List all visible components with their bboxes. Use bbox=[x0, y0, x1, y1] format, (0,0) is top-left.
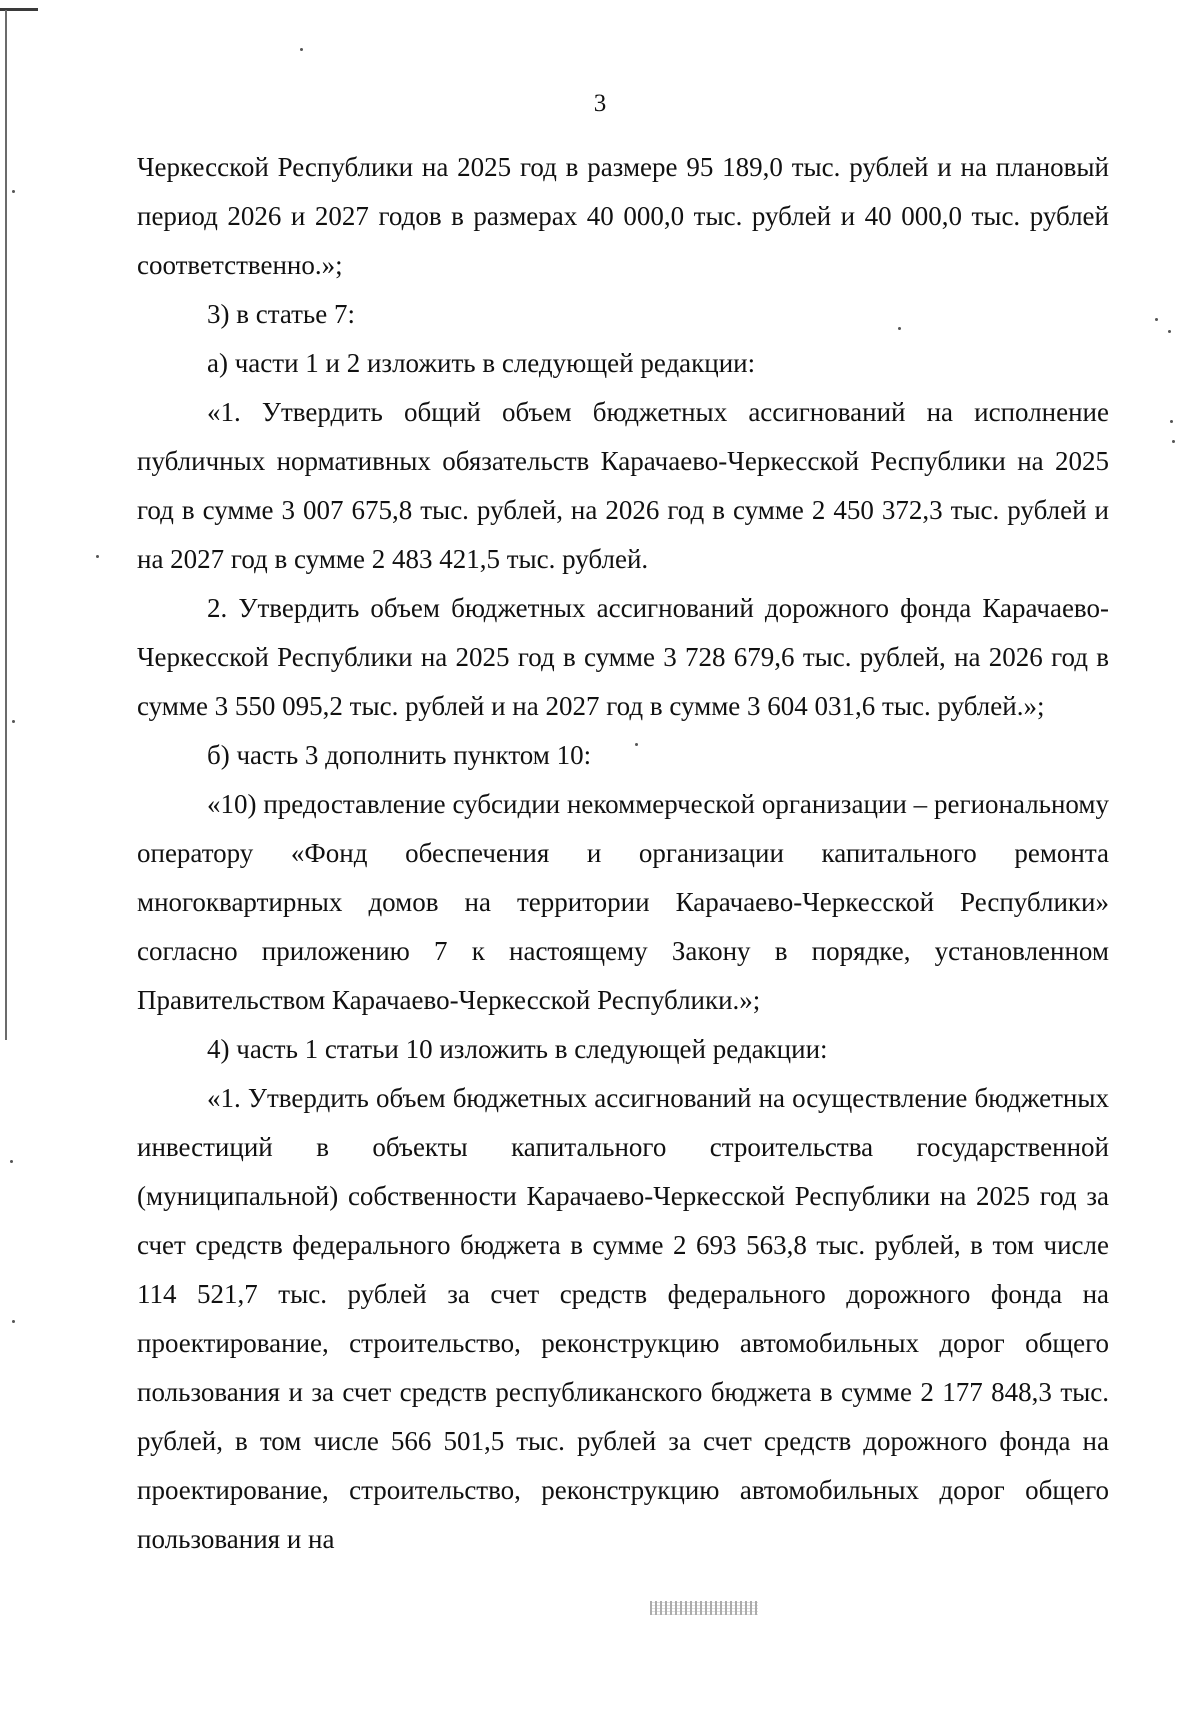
scan-speck bbox=[96, 555, 99, 558]
paragraph-subsidy-point-10: «10) предоставление субсидии некоммерческой организации – региональному оператору «Фонд обеспечения и организации капитального ремонта многоквартирных домов на территории Карачаево-Черкесской Республики» согласно приложению 7 к настоящему Закону в порядке, установленном Правительством Карачаево-Черкесской Республики.»; bbox=[137, 789, 1109, 1015]
scan-speck bbox=[12, 720, 15, 723]
paragraph-public-obligations: «1. Утвердить общий объем бюджетных ассигнований на исполнение публичных нормативных обязательств Карачаево-Черкесской Республики на 2025 год в сумме 3 007 675,8 тыс. рублей, на 2026 год в сумме 2 450 372,3 тыс. рублей и на 2027 год в сумме 2 483 421,5 тыс. рублей. bbox=[137, 397, 1109, 574]
page-number: 3 bbox=[593, 90, 607, 117]
paragraph-item-4: 4) часть 1 статьи 10 изложить в следующей редакции: bbox=[207, 1034, 828, 1064]
scan-speck bbox=[1170, 420, 1173, 423]
scan-speck bbox=[12, 1320, 15, 1323]
scan-speck bbox=[1155, 318, 1158, 321]
scan-speck bbox=[300, 48, 303, 51]
scan-speck bbox=[1168, 330, 1171, 333]
scan-speck bbox=[10, 1160, 13, 1163]
paragraph-item-3: 3) в статье 7: bbox=[207, 299, 355, 329]
scan-speck bbox=[12, 190, 15, 193]
scan-edge-line bbox=[5, 10, 7, 1040]
scan-speck bbox=[1172, 440, 1175, 443]
paragraph-item-3a: а) части 1 и 2 изложить в следующей редакции: bbox=[207, 348, 756, 378]
scan-stamp-artifact bbox=[650, 1601, 758, 1615]
paragraph-road-fund: 2. Утвердить объем бюджетных ассигнований дорожного фонда Карачаево-Черкесской Республики на 2025 год в сумме 3 728 679,6 тыс. рублей, на 2026 год в сумме 3 550 095,2 тыс. рублей и на 2027 год в сумме 3 604 031,6 тыс. рублей.»; bbox=[137, 593, 1109, 721]
paragraph-item-3b: б) часть 3 дополнить пунктом 10: bbox=[207, 740, 592, 770]
paragraph-budget-continuation: Черкесской Республики на 2025 год в размере 95 189,0 тыс. рублей и на плановый период 2026 и 2027 годов в размерах 40 000,0 тыс. рублей и 40 000,0 тыс. рублей соответственно.»; bbox=[137, 152, 1109, 280]
paragraph-capital-investments: «1. Утвердить объем бюджетных ассигнований на осуществление бюджетных инвестиций в объекты капитального строительства государственной (муниципальной) собственности Карачаево-Черкесской Республики на 2025 год за счет средств федерального бюджета в сумме 2 693 563,8 тыс. рублей, в том числе 114 521,7 тыс. рублей за счет средств федерального дорожного фонда на проектирование, строительство, реконструкцию автомобильных дорог общего пользования и за счет средств республиканского бюджета в сумме 2 177 848,3 тыс. рублей, в том числе 566 501,5 тыс. рублей за счет средств дорожного фонда на проектирование, строительство, реконструкцию автомобильных дорог общего пользования и на bbox=[137, 1083, 1109, 1554]
document-body bbox=[137, 143, 1109, 1564]
